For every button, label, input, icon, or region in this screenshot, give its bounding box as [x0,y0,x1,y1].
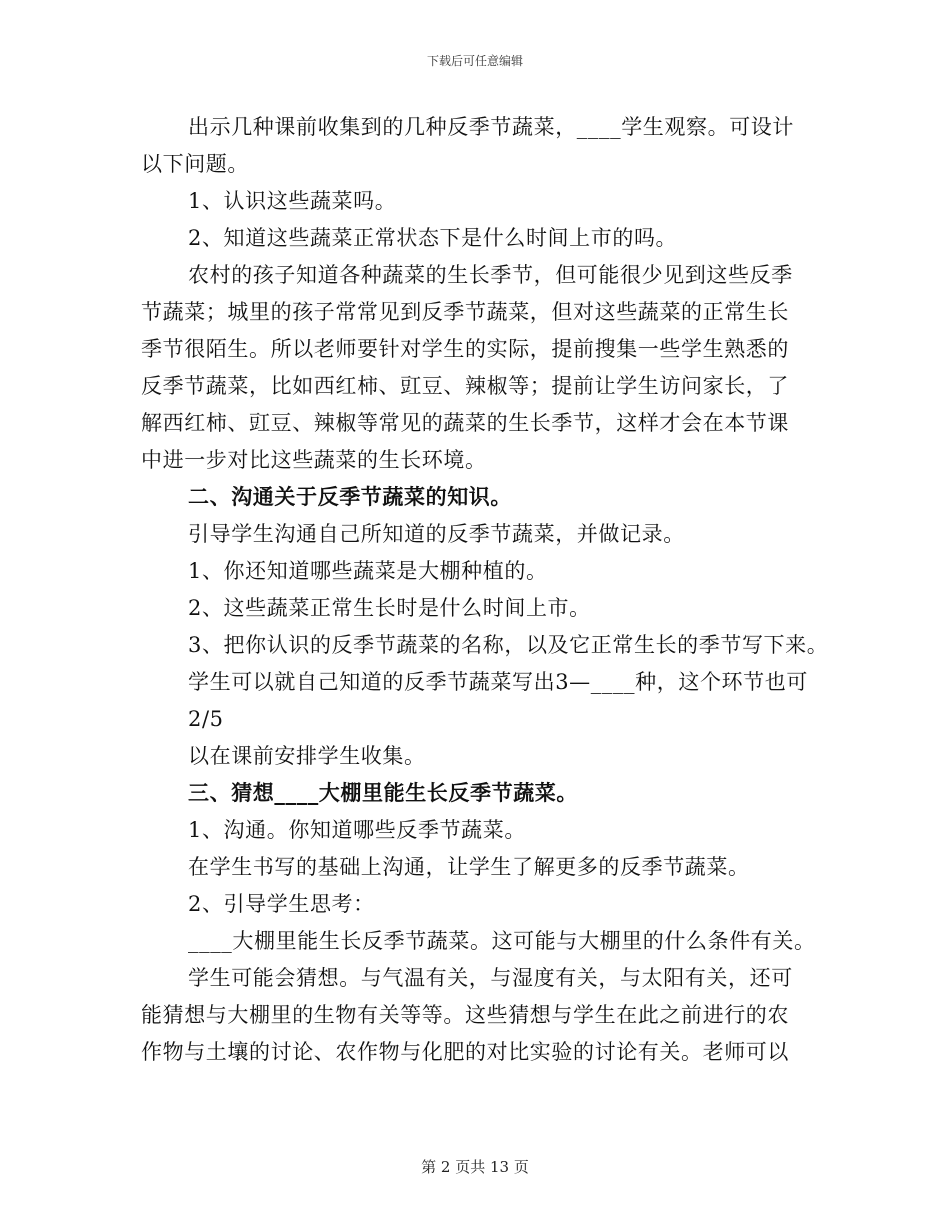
paragraph-line: 引导学生沟通自己所知道的反季节蔬菜，并做记录。 [188,522,685,546]
paragraph-line: 学生可能会猜想。与气温有关，与湿度有关，与太阳有关，还可 [188,966,793,990]
list-item: 1、沟通。你知道哪些反季节蔬菜。 [188,818,526,842]
paragraph-line: 以在课前安排学生收集。 [188,744,426,768]
section-heading: 三、猜想____大棚里能生长反季节蔬菜。 [188,780,578,805]
paragraph-line: 学生可以就自己知道的反季节蔬菜写出3—____种，这个环节也可 [188,670,808,694]
paragraph-line: 解西红柿、豇豆、辣椒等常见的蔬菜的生长季节，这样才会在本节课 [141,411,789,435]
list-item: 3、把你认识的反季节蔬菜的名称，以及它正常生长的季节写下来。 [188,633,829,657]
paragraph-line: 中进一步对比这些蔬菜的生长环境。 [141,448,487,472]
paragraph-line: 农村的孩子知道各种蔬菜的生长季节，但可能很少见到这些反季 [188,263,793,287]
paragraph-line: 季节很陌生。所以老师要针对学生的实际，提前搜集一些学生熟悉的 [141,337,789,361]
paragraph-line: ____大棚里能生长反季节蔬菜。这可能与大棚里的什么条件有关。 [188,929,816,953]
page-header: 下载后可任意编辑 [426,54,523,68]
list-item: 1、认识这些蔬菜吗。 [188,189,397,213]
list-item: 1、你还知道哪些蔬菜是大棚种植的。 [188,559,548,583]
page-footer: 第 2 页共 13 页 [421,1158,529,1176]
paragraph-line: 在学生书写的基础上沟通，让学生了解更多的反季节蔬菜。 [188,855,750,879]
paragraph-line: 以下问题。 [141,152,249,176]
page-marker: 2/5 [188,707,224,731]
paragraph-line: 节蔬菜；城里的孩子常常见到反季节蔬菜，但对这些蔬菜的正常生长 [141,300,789,324]
section-heading: 二、沟通关于反季节蔬菜的知识。 [188,484,512,509]
list-item: 2、引导学生思考： [188,892,375,916]
list-item: 2、知道这些蔬菜正常状态下是什么时间上市的吗。 [188,226,678,250]
paragraph-line: 出示几种课前收集到的几种反季节蔬菜，____学生观察。可设计 [188,115,794,139]
paragraph-line: 作物与土壤的讨论、农作物与化肥的对比实验的讨论有关。老师可以 [141,1040,789,1064]
paragraph-line: 反季节蔬菜，比如西红柿、豇豆、辣椒等；提前让学生访问家长，了 [141,374,789,398]
list-item: 2、这些蔬菜正常生长时是什么时间上市。 [188,596,591,620]
paragraph-line: 能猜想与大棚里的生物有关等等。这些猜想与学生在此之前进行的农 [141,1003,789,1027]
